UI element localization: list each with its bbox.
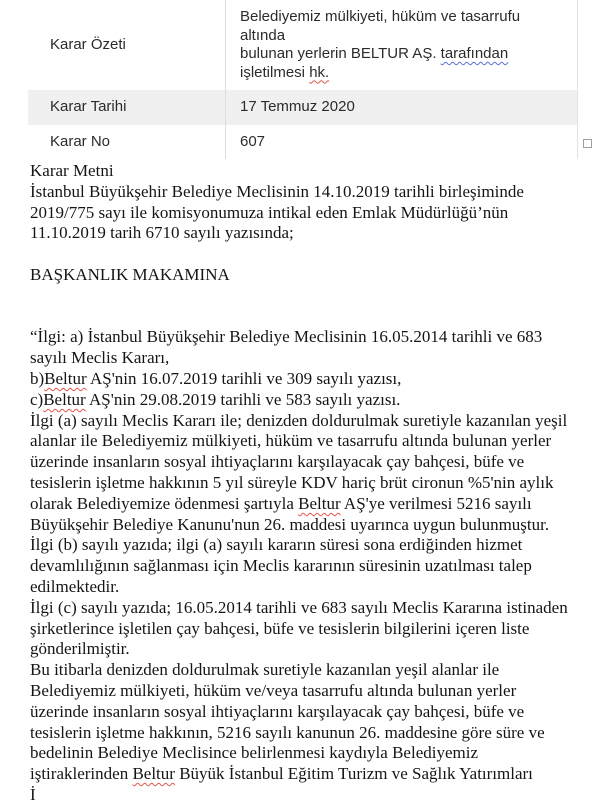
text-segment: sayılı Meclis Kararı, — [30, 348, 170, 368]
decision-summary-table-body — [28, 0, 578, 159]
body-line — [30, 452, 600, 473]
body-line — [30, 431, 600, 452]
body-line — [30, 473, 600, 494]
body-line — [30, 556, 600, 577]
blank-line — [30, 307, 600, 328]
body-line — [30, 390, 600, 411]
text-segment: işletilmesi — [240, 63, 310, 81]
resize-handle-icon — [583, 139, 592, 148]
text-segment: 17 Temmuz 2020 — [240, 98, 355, 115]
row-value — [226, 0, 578, 90]
body-line — [30, 411, 600, 432]
text-segment: İlgi (b) sayılı yazıda; ilgi (a) sayılı kararın süresi sona erdiğinden hizmet — [30, 535, 523, 555]
text-segment: 607 — [240, 132, 266, 150]
body-line — [30, 743, 600, 764]
row-label: Karar Tarihi — [28, 90, 226, 125]
body-line — [30, 723, 600, 744]
body-line — [30, 348, 600, 369]
text-segment: Karar Metni — [30, 161, 114, 180]
text-segment: tesislerin işletme hakkının 5 yıl süreyle KDV hariç brüt cironun %5'nin aylık — [30, 472, 554, 492]
body-line — [30, 681, 600, 702]
text-segment: AŞ'nin 29.08.2019 tarihli ve 583 sayılı yazısı. — [85, 389, 401, 409]
text-segment: BAŞKANLIK MAKAMINA — [30, 264, 230, 284]
text-segment: Bu itibarla denizden doldurulmak suretiyle kazanılan yeşil alanlar ile — [30, 660, 500, 680]
body-line — [30, 598, 600, 619]
row-value — [226, 125, 578, 160]
text-segment: şirketlerince işletilen çay bahçesi, büfe ve tesislerin bilgilerini içeren liste — [30, 618, 530, 638]
text-segment: İlgi (a) sayılı Meclis Kararı ile; denizden doldurulmak suretiyle kazanılan yeşil — [30, 410, 568, 430]
text-segment: AŞ'nin 16.07.2019 tarihli ve 309 sayılı yazısı, — [86, 368, 402, 388]
spellcheck-red-word: Beltur — [298, 493, 341, 513]
text-segment: iştiraklerinden — [30, 764, 133, 784]
table-row — [28, 0, 578, 90]
text-segment: bedelinin Belediye Meclisince belirlenmesi kaydıyla Belediyemiz — [30, 743, 478, 763]
body-line — [30, 369, 600, 390]
body-line — [30, 494, 600, 515]
blank-line — [30, 244, 600, 265]
body-line — [30, 161, 600, 182]
body-line — [30, 535, 600, 556]
decision-summary-table — [28, 0, 578, 159]
body-line — [30, 785, 600, 806]
body-line — [30, 265, 600, 286]
text-segment: üzerinde insanların sosyal ihtiyaçlarını karşılayacak çay bahçesi, büfe ve — [30, 452, 525, 472]
text-segment: “İlgi: a) İstanbul Büyükşehir Belediye Meclisinin 16.05.2014 tarihli ve 683 — [30, 327, 543, 347]
body-line — [30, 619, 600, 640]
row-label: Karar Özeti — [28, 0, 226, 90]
text-segment: Belediyemiz mülkiyeti, hüküm ve/veya tasarrufu altında bulunan yerler — [30, 680, 517, 700]
row-value — [226, 90, 578, 125]
spellcheck-red-word: Beltur — [132, 764, 175, 784]
body-line — [30, 515, 600, 536]
table-row — [28, 125, 578, 160]
body-line — [30, 223, 600, 244]
body-line — [30, 577, 600, 598]
text-segment: Büyük İstanbul Eğitim Turizm ve Sağlık Yatırımları — [174, 764, 533, 784]
text-segment: İstanbul Büyükşehir Belediye Meclisinin 14.10.2019 tarihli birleşiminde — [30, 181, 524, 201]
body-line — [30, 764, 600, 785]
body-line — [30, 327, 600, 348]
text-segment: 2019/775 sayı ile komisyonumuza intikal eden Emlak Müdürlüğü’nün — [30, 202, 509, 222]
text-segment: 11.10.2019 tarih 6710 sayılı yazısında; — [30, 223, 294, 243]
decision-body-text — [30, 161, 600, 806]
text-segment: olarak Belediyemize ödenmesi şartıyla — [30, 493, 299, 513]
text-segment: devamlılığının sağlanması için Meclis kararının süresinin uzatılması talep — [30, 556, 532, 576]
text-segment: Belediyemiz mülkiyeti, hüküm ve tasarrufu altında — [240, 8, 521, 44]
text-segment: c) — [30, 389, 44, 409]
spellcheck-red-word: Beltur — [44, 368, 87, 388]
text-segment: tesislerin işletme hakkının, 5216 sayılı kanunun 26. maddesine göre süre ve — [30, 722, 545, 742]
body-line — [30, 203, 600, 224]
body-line — [30, 702, 600, 723]
body-line — [30, 639, 600, 660]
spellcheck-red-word: Beltur — [43, 389, 86, 409]
text-segment: İ — [30, 784, 36, 804]
text-segment: AŞ'ye verilmesi 5216 sayılı — [340, 493, 532, 513]
text-segment: bulunan yerlerin BELTUR AŞ. — [240, 45, 441, 62]
blank-line — [30, 286, 600, 307]
body-line — [30, 182, 600, 203]
row-label: Karar No — [28, 125, 226, 160]
body-line — [30, 660, 600, 681]
text-segment: üzerinde insanların sosyal ihtiyaçlarını karşılayacak çay bahçesi, büfe ve — [30, 701, 525, 721]
table-row — [28, 90, 578, 125]
text-segment: İlgi (c) sayılı yazıda; 16.05.2014 tarihli ve 683 sayılı Meclis Kararına istinaden — [30, 597, 568, 617]
text-segment: alanlar ile Belediyemiz mülkiyeti, hüküm ve tasarrufu altında bulunan yerler — [30, 431, 552, 451]
spellcheck-blue-word: tarafından — [440, 45, 509, 62]
text-segment: Büyükşehir Belediye Kanunu'nun 26. maddesi uyarınca uygun bulunmuştur. — [30, 514, 550, 534]
text-segment: b) — [30, 368, 45, 388]
text-segment: edilmektedir. — [30, 576, 120, 596]
text-segment: gönderilmiştir. — [30, 639, 130, 659]
spellcheck-red-word: hk. — [309, 63, 330, 81]
